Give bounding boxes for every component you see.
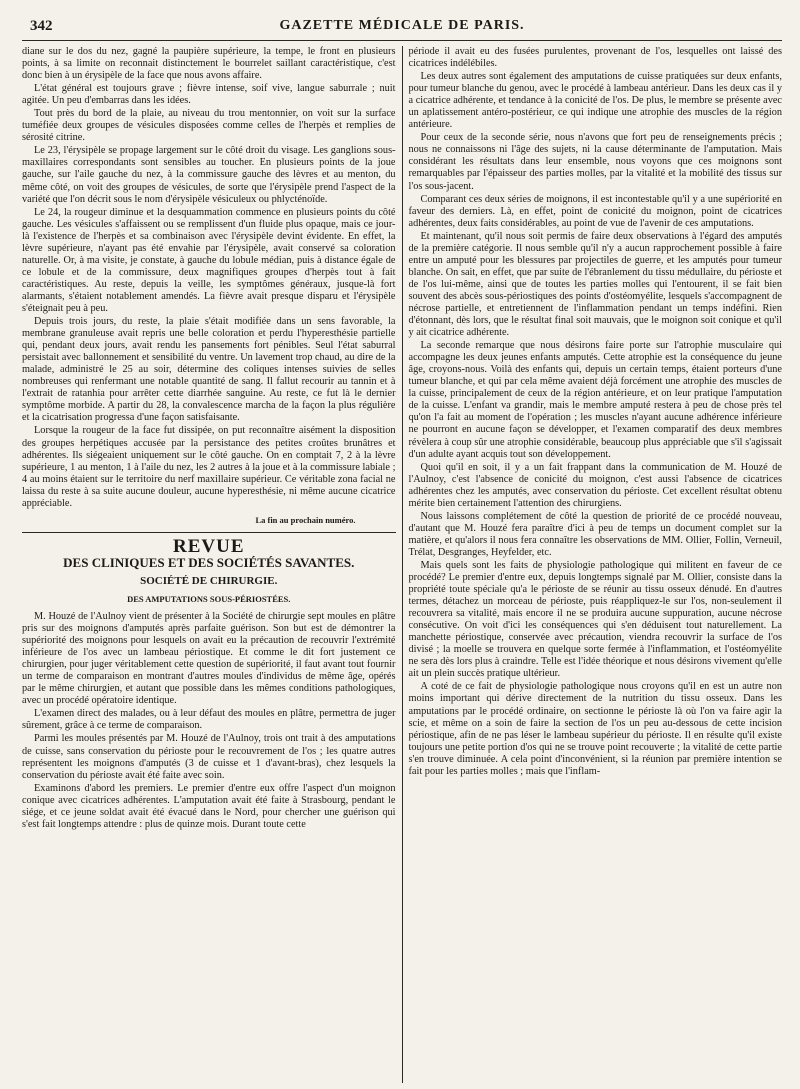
paragraph: Les deux autres sont également des amputations de cuisse pratiquées sur deux enfants, pour tumeur blanche du genou, avec le procédé à lambeau antérieur. Dans les deux cas il y a cicatrice adhérente, et tendance à la conicité de l'os. De plus, le membre se présente avec un aplatissement antéro-postérieur, ce qui indique une atrophie des muscles de la région antérieure. [408,71,782,131]
paragraph: Et maintenant, qu'il nous soit permis de faire deux observations à l'égard des amputés de la première catégorie. Il nous semble qu'il n'y a aucun rapprochement possible à faire entre un amputé pour les blessures par projectiles de guerre, et les amputés pour tumeur blanche. On sait, en effet, que par suite de l'ébranlement du tissu médullaire, du périoste et de l'os lui-même, ainsi que de toutes les parties molles qui l'entourent, il se fait bien souvent des abcès sous-périostiques des points d'ostéomyélite, lesquels s'accompagnent de nécrose partielle, et entretiennent de l'inflammation pendant un temps indéfini. Rien d'étonnant, dès lors, que le résultat final soit mauvais, que le moignon soit conique et qu'il y ait cicatrice adhérente. [408,230,782,339]
paragraph: diane sur le dos du nez, gagné la paupière supérieure, la tempe, le front en plusieurs points, à sa limite on reconnait distinctement le bourrelet saillant caractéristique, c'est donc bien à un érysipèle de la face que nous avons affaire. [22,46,396,82]
paragraph: Mais quels sont les faits de physiologie pathologique qui militent en faveur de ce procédé? Le premier d'entre eux, depuis longtemps signalé par M. Ollier, consiste dans la propriété toute spéciale qu'a le périoste de se réunir au tissu osseux dénudé. En d'autres termes, détachez un morceau de périoste, puis réappliquez-le sur l'os, non-seulement il recouvrera sa vitalité, mais encore il ne se produira aucune suppuration, aucune nécrose consécutive. On voit d'ici les conséquences qui s'en déduisent tout naturellement. La manchette périostique, conservée avec précaution, viendra recouvrir la surface de l'os divisé ; la moelle se trouvera en quelque sorte fermée à l'inflammation, et l'ostéomyélite ne sera dès lors plus à craindre. Telle est l'idée théorique et nous désirons vivement qu'elle ait un plein succès pratique ultérieur. [408,559,782,680]
journal-title: GAZETTE MÉDICALE DE PARIS. [279,18,525,33]
continuation-note: La fin au prochain numéro. [255,514,356,525]
paragraph: Pour ceux de la seconde série, nous n'avons que fort peu de renseignements précis ; nous ne connaissons ni l'âge des sujets, ni la cause déterminante de l'amputation. Mais considérant les résultats dans leur ensemble, nous voyons que ces moignons sont remarquables par l'épaisseur des parties molles, par la vitalité et la mobilité des tissus sur l'os sous-jacent. [408,132,782,192]
text-columns [22,46,782,1083]
section-title: REVUE [172,535,245,557]
article-heading: DES AMPUTATIONS SOUS-PÉRIOSTÉES. [127,593,291,604]
paragraph: Quoi qu'il en soit, il y a un fait frappant dans la communication de M. Houzé de l'Aulnoy, c'est l'absence de conicité du moignon, c'est aussi l'absence de cicatrices adhérentes chez les amputés, avec conservation du périoste. Cet excellent résultat obtenu mérite bien certainement l'attention des chirurgiens. [408,461,782,509]
section-divider [22,532,396,533]
society-heading: SOCIÉTÉ DE CHIRURGIE. [140,574,278,587]
section-subtitle: DES CLINIQUES ET DES SOCIÉTÉS SAVANTES. [63,554,355,570]
paragraph: M. Houzé de l'Aulnoy vient de présenter à la Société de chirurgie sept moules en plâtre pris sur des moignons d'amputés après parfaite guérison. Son but est de démontrer la supériorité des moignons pour lesquels on avait eu la précaution de recouvrir l'extrémité inférieure de l'os avec un lambeau périostique. Et comme le dit fort justement ce chirurgien, pour juger véritablement cette question de supériorité, il faut avant tout fournir un terme de comparaison en montrant d'autres moules d'individus de même âge, opérés par le même chirurgien, et autant que possible dans les mêmes conditions pathologiques, avec un procédé opératoire identique. [22,611,396,707]
left-column [22,46,402,1083]
paragraph: Parmi les moules présentés par M. Houzé de l'Aulnoy, trois ont trait à des amputations de cuisse, sans conservation du périoste pour le recouvrement de l'os ; les quatre autres représentent les moignons d'amputés (3 de cuisse et 1 d'avant-bras), chez lesquels la conservation du périoste avait été faite avec soin. [22,733,396,781]
paragraph: Le 23, l'érysipèle se propage largement sur le côté droit du visage. Les ganglions sous-maxillaires correspondants sont sensibles au toucher. En plusieurs points de la joue gauche, sur l'aile gauche du nez, à la commissure gauche des lèvres et au menton, du même côté, on voit des groupes de vésicules, de sorte que l'érysipèle prend l'aspect de la variété que l'on décrit sous le nom d'érysipèle vésiculeux ou phlycténoïde. [22,145,396,205]
paragraph: Depuis trois jours, du reste, la plaie s'était modifiée dans un sens favorable, la membrane granuleuse avait repris une belle coloration et perdu l'hyperesthésie partielle qui, pendant deux jours, avait rendu les pansements fort pénibles. Seul l'état saburral persistait avec ballonnement et sensibilité du ventre. Un lavement trop chaud, au dire de la malade, administré le 25 au soir, détermine des coliques intenses suivies de selles nombreuses qui renfermant une notable quantité de sang. Il fallut recourir au tannin et à l'extrait de ratanhia pour arrêter cette diarrhée sanguine. Au reste, ce fut là le dernier symptôme morbide. A partir du 28, la convalescence marcha de la façon la plus régulière et la cicatrisation progressa d'une façon satisfaisante. [22,316,396,424]
paragraph: Examinons d'abord les premiers. Le premier d'entre eux offre l'aspect d'un moignon conique avec cicatrices adhérentes. L'amputation avait été faite à Strasbourg, pendant le siége, et ce jeune soldat avait été évacué dans le Nord, pour chercher une guérison qui s'est fait longtemps attendre : plus de quinze mois. Durant toute cette [22,782,396,830]
paragraph: Tout près du bord de la plaie, au niveau du trou mentonnier, on voit sur la surface tuméfiée deux groupes de vésicules disposées comme celles de l'herpès et remplies de sérosité citrine. [22,108,396,144]
paragraph: période il avait eu des fusées purulentes, provenant de l'os, lesquelles ont laissé des cicatrices indélébiles. [408,46,782,70]
paragraph: Lorsque la rougeur de la face fut dissipée, on put reconnaître aisément la disposition des groupes herpétiques accusée par la persistance des petites croûtes brunâtres et adhérentes. Ils siégeaient uniquement sur le côté gauche. On en comptait 7, 2 à la lèvre supérieure, 1 au menton, 1 à l'aile du nez, les 2 autres à la joue et à la commissure labiale ; 4 au moins étaient sur le territoire du nerf maxillaire supérieur. Ce véritable zona facial ne laissa du reste à sa suite aucune douleur, aucune hyperesthésie, ni même aucune cicatrice appréciable. [22,425,396,509]
paragraph: L'état général est toujours grave ; fièvre intense, soif vive, langue saburrale ; nuit agitée. Un peu d'embarras dans les idées. [22,83,396,107]
right-column [402,46,783,1083]
paragraph: La seconde remarque que nous désirons faire porte sur l'atrophie musculaire qui accompagne les deux jeunes enfants amputés. Cette atrophie est la conséquence du jeune âge, croyons-nous. Voilà des enfants qui, depuis un certain temps, étaient porteurs d'une tumeur blanche, et qui par cela même avaient déjà forcément une atrophie des muscles de la cuisse, principalement de ceux de la région antérieure, et on leur pratique l'amputation de la cuisse. L'enfant va grandir, mais le membre amputé restera à peu de chose près tel qu'on l'a fait au moment de l'opération ; les muscles n'ayant aucune adhérence inférieure ne pourront en aucune façon se développer, et l'examen comparatif des deux membres révèlera à coup sûr une atrophie considérable, beaucoup plus appréciable que s'il s'agissait d'un adulte ayant acquis tout son développement. [408,340,782,460]
paragraph: Nous laissons complétement de côté la question de priorité de ce procédé nouveau, d'autant que M. Houzé fera paraître d'ici à peu de temps un document complet sur la matière, et qu'alors il nous fera connaître les observations de MM. Ollier, Follin, Verneuil, Trélat, Desgranges, Heyfelder, etc. [408,510,782,558]
paragraph: Comparant ces deux séries de moignons, il est incontestable qu'il y a une supériorité en faveur des derniers. Là, en effet, point de conicité du moignon, point de cicatrices adhérentes, deux faits considérables, au point de vue de l'avenir de ces amputations. [408,193,782,229]
paragraph: Le 24, la rougeur diminue et la desquammation commence en plusieurs points du côté gauche. Les vésicules s'affaissent ou se remplissent d'un fluide plus opaque, mais ce jour-là l'existence de l'herpès et sa combinaison avec l'érysipèle devint évidente. En effet, la lèvre supérieure, n'ayant pas été envahie par l'érysipèle, avait conservé sa coloration naturelle. Or, à ma visite, je constate, à gauche du lobule médian, puis à distance égale de ce lobule et de la commissure, deux magnifiques groupes d'herpès tout à fait caractéristiques. Au reste, depuis la veille, les symptômes généraux, jusque-là fort alarmants, s'étaient notablement amendés. La fièvre avait presque disparu et l'érysipèle s'éteignait peu à peu. [22,206,396,314]
page-number: 342 [30,18,53,34]
page-header [22,14,782,41]
paragraph: L'examen direct des malades, ou à leur défaut des moules en plâtre, permettra de juger sûrement, grâce à ce terme de comparaison. [22,708,396,732]
paragraph: A coté de ce fait de physiologie pathologique nous croyons qu'il en est un autre non moins important qui dérive directement de la nutrition du tissu osseux. Dans les amputations par le procédé ordinaire, on sectionne le périoste là où l'on va faire agir la scie, et même on a soin de faire la section de l'os un peu au-dessous de cette incision périostique, afin de ne pas léser le lambeau supérieur du périoste. Il en résulte qu'il existe toujours une petite portion d'os qui ne se trouve point recouverte ; la vitalité de cette partie s'en trouve diminuée. A cela point d'inconvénient, si la réunion par première intention se fait pour les parties molles ; mais que l'inflam- [408,681,782,777]
